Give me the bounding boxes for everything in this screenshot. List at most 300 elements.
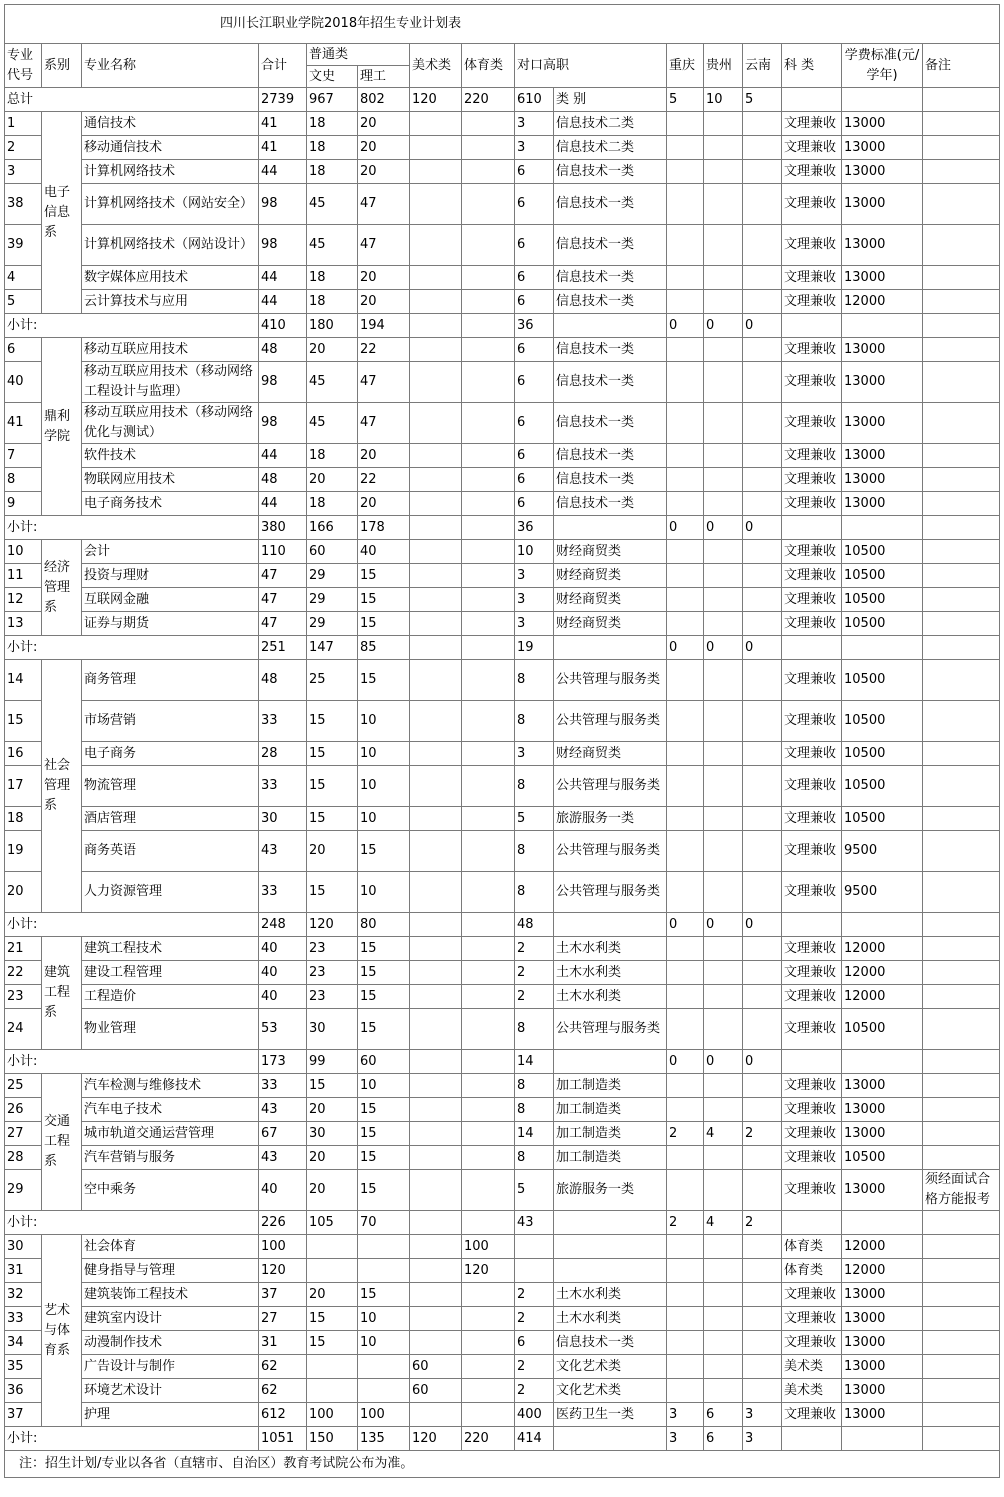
ligong-count: 22 (358, 338, 410, 362)
wenshi-count: 20 (307, 338, 358, 362)
sports-count (462, 588, 515, 612)
wenshi-count: 45 (307, 362, 358, 403)
wenshi-count: 15 (307, 1074, 358, 1098)
vocational-category: 信息技术一类 (554, 362, 667, 403)
ligong-count: 15 (358, 564, 410, 588)
tuition-fee: 12000 (842, 937, 923, 961)
remark (923, 1009, 1000, 1050)
art-count (410, 468, 462, 492)
vocational-category: 信息技术一类 (554, 468, 667, 492)
table-row (5, 136, 1000, 160)
guizhou-count (704, 444, 743, 468)
chongqing-count (667, 403, 704, 444)
vocational-count: 6 (515, 160, 554, 184)
major-code: 33 (5, 1307, 42, 1331)
art-count (410, 701, 462, 742)
total-count: 110 (259, 540, 307, 564)
wenshi-count: 30 (307, 1122, 358, 1146)
table-row (5, 492, 1000, 516)
major-code: 32 (5, 1283, 42, 1307)
subtotal-guizhou: 0 (704, 314, 743, 338)
yunnan-count (743, 1355, 782, 1379)
art-count (410, 225, 462, 266)
major-name: 空中乘务 (82, 1170, 259, 1211)
header-tuition: 学费标准(元/学年) (842, 44, 923, 88)
vocational-category: 信息技术一类 (554, 266, 667, 290)
subject-type: 文理兼收 (782, 362, 842, 403)
vocational-category: 财经商贸类 (554, 540, 667, 564)
major-code: 23 (5, 985, 42, 1009)
header-sports: 体育类 (462, 44, 515, 88)
header-ligong: 理工 (358, 66, 410, 88)
major-name: 城市轨道交通运营管理 (82, 1122, 259, 1146)
subject-type: 文理兼收 (782, 225, 842, 266)
wenshi-count: 20 (307, 468, 358, 492)
subject-type: 文理兼收 (782, 1009, 842, 1050)
subtotal-yunnan: 0 (743, 516, 782, 540)
table-row (5, 112, 1000, 136)
guizhou-count (704, 338, 743, 362)
subtotal-empty (842, 1427, 923, 1451)
wenshi-count: 23 (307, 961, 358, 985)
subtotal-chongqing: 0 (667, 1050, 704, 1074)
subtotal-vocational: 36 (515, 516, 554, 540)
table-row (5, 985, 1000, 1009)
subtotal-art (410, 913, 462, 937)
yunnan-count (743, 1307, 782, 1331)
tuition-fee: 13000 (842, 1283, 923, 1307)
tuition-fee: 13000 (842, 1170, 923, 1211)
major-code: 21 (5, 937, 42, 961)
art-count (410, 362, 462, 403)
yunnan-count (743, 872, 782, 913)
major-name: 酒店管理 (82, 807, 259, 831)
art-count (410, 612, 462, 636)
chongqing-count (667, 1259, 704, 1283)
chongqing-count (667, 1355, 704, 1379)
subtotal-wenshi: 120 (307, 913, 358, 937)
ligong-count: 10 (358, 1074, 410, 1098)
yunnan-count (743, 985, 782, 1009)
vocational-category: 公共管理与服务类 (554, 660, 667, 701)
subtotal-label: 小计: (5, 1427, 259, 1451)
major-code: 34 (5, 1331, 42, 1355)
sports-count (462, 492, 515, 516)
subject-type: 文理兼收 (782, 1307, 842, 1331)
guizhou-count (704, 290, 743, 314)
table-row (5, 1098, 1000, 1122)
vocational-count: 2 (515, 1355, 554, 1379)
tuition-fee: 13000 (842, 444, 923, 468)
tuition-fee: 13000 (842, 362, 923, 403)
chongqing-count (667, 492, 704, 516)
guizhou-count (704, 588, 743, 612)
subtotal-label: 小计: (5, 314, 259, 338)
art-count (410, 1170, 462, 1211)
subject-type: 文理兼收 (782, 492, 842, 516)
vocational-count: 6 (515, 444, 554, 468)
subject-type: 美术类 (782, 1379, 842, 1403)
ligong-count: 15 (358, 1283, 410, 1307)
yunnan-count (743, 1235, 782, 1259)
guizhou-count: 6 (704, 1403, 743, 1427)
sports-count (462, 807, 515, 831)
subtotal-row (5, 1211, 1000, 1235)
remark (923, 160, 1000, 184)
vocational-count: 3 (515, 112, 554, 136)
sports-count (462, 1009, 515, 1050)
major-code: 29 (5, 1170, 42, 1211)
subtotal-label: 小计: (5, 913, 259, 937)
ligong-count: 20 (358, 290, 410, 314)
ligong-count (358, 1355, 410, 1379)
vocational-count: 8 (515, 1146, 554, 1170)
major-code: 24 (5, 1009, 42, 1050)
vocational-count: 2 (515, 985, 554, 1009)
table-row (5, 1355, 1000, 1379)
major-code: 6 (5, 338, 42, 362)
vocational-category: 信息技术一类 (554, 492, 667, 516)
table-row (5, 961, 1000, 985)
major-code: 35 (5, 1355, 42, 1379)
art-count (410, 564, 462, 588)
vocational-category: 土木水利类 (554, 1283, 667, 1307)
subtotal-ligong: 178 (358, 516, 410, 540)
subject-type: 文理兼收 (782, 1122, 842, 1146)
subtotal-total: 410 (259, 314, 307, 338)
yunnan-count (743, 1146, 782, 1170)
sports-count (462, 160, 515, 184)
chongqing-count (667, 1009, 704, 1050)
chongqing-count (667, 961, 704, 985)
art-count (410, 766, 462, 807)
yunnan-count (743, 112, 782, 136)
major-name: 通信技术 (82, 112, 259, 136)
table-row (5, 701, 1000, 742)
guizhou-count (704, 160, 743, 184)
wenshi-count (307, 1379, 358, 1403)
tuition-fee: 13000 (842, 1331, 923, 1355)
ligong-count: 47 (358, 184, 410, 225)
summary-guizhou: 10 (704, 88, 743, 112)
vocational-category: 加工制造类 (554, 1098, 667, 1122)
sports-count: 100 (462, 1235, 515, 1259)
enrollment-plan-document (4, 4, 1000, 1478)
vocational-category: 信息技术一类 (554, 290, 667, 314)
major-code: 1 (5, 112, 42, 136)
yunnan-count (743, 1379, 782, 1403)
sports-count (462, 444, 515, 468)
art-count (410, 1307, 462, 1331)
header-general: 普通类 (307, 44, 410, 66)
subject-type: 文理兼收 (782, 444, 842, 468)
summary-sports: 220 (462, 88, 515, 112)
chongqing-count (667, 362, 704, 403)
major-name: 会计 (82, 540, 259, 564)
major-code: 25 (5, 1074, 42, 1098)
subtotal-vocational: 36 (515, 314, 554, 338)
chongqing-count (667, 540, 704, 564)
major-code: 18 (5, 807, 42, 831)
major-name: 建筑室内设计 (82, 1307, 259, 1331)
total-count: 612 (259, 1403, 307, 1427)
subtotal-label: 小计: (5, 1050, 259, 1074)
guizhou-count (704, 1307, 743, 1331)
summary-total: 2739 (259, 88, 307, 112)
ligong-count: 47 (358, 225, 410, 266)
yunnan-count: 3 (743, 1403, 782, 1427)
tuition-fee: 9500 (842, 872, 923, 913)
table-row (5, 1403, 1000, 1427)
subtotal-sports (462, 516, 515, 540)
department-name: 电子信息系 (42, 112, 82, 314)
total-count: 44 (259, 290, 307, 314)
wenshi-count: 15 (307, 872, 358, 913)
remark (923, 1235, 1000, 1259)
vocational-category: 财经商贸类 (554, 612, 667, 636)
art-count (410, 266, 462, 290)
tuition-fee: 10500 (842, 540, 923, 564)
subtotal-yunnan: 3 (743, 1427, 782, 1451)
vocational-count: 8 (515, 660, 554, 701)
vocational-count: 2 (515, 1307, 554, 1331)
ligong-count: 15 (358, 937, 410, 961)
sports-count (462, 290, 515, 314)
sports-count (462, 564, 515, 588)
subtotal-chongqing: 0 (667, 636, 704, 660)
total-count: 98 (259, 362, 307, 403)
subject-type: 文理兼收 (782, 807, 842, 831)
wenshi-count: 15 (307, 1307, 358, 1331)
tuition-fee: 10500 (842, 1146, 923, 1170)
yunnan-count (743, 290, 782, 314)
chongqing-count (667, 1098, 704, 1122)
art-count (410, 1403, 462, 1427)
subject-type: 文理兼收 (782, 1170, 842, 1211)
remark (923, 807, 1000, 831)
subtotal-chongqing: 0 (667, 314, 704, 338)
subject-type: 文理兼收 (782, 184, 842, 225)
ligong-count: 10 (358, 1307, 410, 1331)
guizhou-count (704, 492, 743, 516)
major-name: 商务英语 (82, 831, 259, 872)
art-count (410, 1098, 462, 1122)
vocational-count: 6 (515, 403, 554, 444)
major-name: 移动通信技术 (82, 136, 259, 160)
table-row (5, 1146, 1000, 1170)
table-row (5, 588, 1000, 612)
vocational-count: 10 (515, 540, 554, 564)
subtotal-art (410, 314, 462, 338)
header-code: 专业代号 (5, 44, 42, 88)
tuition-fee: 10500 (842, 660, 923, 701)
guizhou-count (704, 1379, 743, 1403)
wenshi-count: 30 (307, 1009, 358, 1050)
wenshi-count: 100 (307, 1403, 358, 1427)
total-count: 98 (259, 225, 307, 266)
vocational-category: 旅游服务一类 (554, 807, 667, 831)
sports-count (462, 1307, 515, 1331)
remark (923, 444, 1000, 468)
remark (923, 1098, 1000, 1122)
ligong-count: 15 (358, 1170, 410, 1211)
subject-type: 文理兼收 (782, 112, 842, 136)
sports-count (462, 136, 515, 160)
subtotal-row (5, 314, 1000, 338)
subtotal-empty (554, 516, 667, 540)
sports-count (462, 831, 515, 872)
subtotal-wenshi: 166 (307, 516, 358, 540)
art-count (410, 184, 462, 225)
major-code: 27 (5, 1122, 42, 1146)
art-count (410, 1146, 462, 1170)
header-chongqing: 重庆 (667, 44, 704, 88)
sports-count (462, 742, 515, 766)
art-count (410, 1259, 462, 1283)
major-name: 计算机网络技术（网站设计） (82, 225, 259, 266)
subtotal-wenshi: 99 (307, 1050, 358, 1074)
major-name: 汽车电子技术 (82, 1098, 259, 1122)
wenshi-count: 15 (307, 1331, 358, 1355)
total-count: 40 (259, 961, 307, 985)
subtotal-guizhou: 0 (704, 1050, 743, 1074)
ligong-count: 20 (358, 112, 410, 136)
subtotal-empty (842, 1211, 923, 1235)
guizhou-count (704, 1170, 743, 1211)
guizhou-count (704, 1355, 743, 1379)
tuition-fee: 13000 (842, 403, 923, 444)
guizhou-count (704, 742, 743, 766)
yunnan-count (743, 742, 782, 766)
department-name: 鼎利学院 (42, 338, 82, 516)
subtotal-sports (462, 636, 515, 660)
yunnan-count (743, 807, 782, 831)
art-count (410, 112, 462, 136)
subtotal-ligong: 60 (358, 1050, 410, 1074)
chongqing-count (667, 807, 704, 831)
wenshi-count: 45 (307, 184, 358, 225)
subtotal-ligong: 70 (358, 1211, 410, 1235)
wenshi-count: 60 (307, 540, 358, 564)
major-code: 9 (5, 492, 42, 516)
art-count (410, 290, 462, 314)
vocational-count: 3 (515, 742, 554, 766)
table-row (5, 338, 1000, 362)
tuition-fee: 12000 (842, 1259, 923, 1283)
major-code: 22 (5, 961, 42, 985)
chongqing-count: 2 (667, 1122, 704, 1146)
remark (923, 362, 1000, 403)
ligong-count: 15 (358, 660, 410, 701)
yunnan-count (743, 403, 782, 444)
subtotal-yunnan: 0 (743, 314, 782, 338)
vocational-category: 财经商贸类 (554, 742, 667, 766)
subject-type: 文理兼收 (782, 403, 842, 444)
guizhou-count (704, 1331, 743, 1355)
sports-count (462, 766, 515, 807)
subtotal-empty (923, 314, 1000, 338)
yunnan-count (743, 1283, 782, 1307)
art-count (410, 444, 462, 468)
subtotal-empty (782, 516, 842, 540)
table-row (5, 766, 1000, 807)
wenshi-count: 29 (307, 612, 358, 636)
vocational-count: 5 (515, 1170, 554, 1211)
table-row (5, 1307, 1000, 1331)
subject-type: 文理兼收 (782, 766, 842, 807)
subtotal-art (410, 1050, 462, 1074)
ligong-count: 10 (358, 766, 410, 807)
vocational-count: 3 (515, 612, 554, 636)
summary-yunnan: 5 (743, 88, 782, 112)
major-name: 数字媒体应用技术 (82, 266, 259, 290)
yunnan-count (743, 766, 782, 807)
total-count: 40 (259, 937, 307, 961)
major-name: 软件技术 (82, 444, 259, 468)
vocational-count: 6 (515, 1331, 554, 1355)
tuition-fee: 13000 (842, 1307, 923, 1331)
ligong-count (358, 1235, 410, 1259)
guizhou-count (704, 403, 743, 444)
tuition-fee: 13000 (842, 136, 923, 160)
sports-count: 120 (462, 1259, 515, 1283)
total-count: 43 (259, 1098, 307, 1122)
subtotal-vocational: 48 (515, 913, 554, 937)
summary-wenshi: 967 (307, 88, 358, 112)
total-count: 37 (259, 1283, 307, 1307)
wenshi-count: 20 (307, 831, 358, 872)
table-row (5, 937, 1000, 961)
art-count (410, 160, 462, 184)
ligong-count (358, 1379, 410, 1403)
chongqing-count (667, 1235, 704, 1259)
summary-row (5, 88, 1000, 112)
header-vocational: 对口高职 (515, 44, 667, 88)
summary-ligong: 802 (358, 88, 410, 112)
vocational-count: 8 (515, 831, 554, 872)
major-code: 17 (5, 766, 42, 807)
vocational-category: 文化艺术类 (554, 1355, 667, 1379)
guizhou-count (704, 660, 743, 701)
yunnan-count (743, 444, 782, 468)
chongqing-count (667, 160, 704, 184)
wenshi-count: 18 (307, 290, 358, 314)
major-name: 互联网金融 (82, 588, 259, 612)
subtotal-guizhou: 6 (704, 1427, 743, 1451)
guizhou-count (704, 701, 743, 742)
subtotal-total: 173 (259, 1050, 307, 1074)
subtotal-chongqing: 0 (667, 913, 704, 937)
sports-count (462, 1146, 515, 1170)
tuition-fee: 13000 (842, 225, 923, 266)
subject-type: 文理兼收 (782, 961, 842, 985)
wenshi-count: 45 (307, 225, 358, 266)
remark (923, 831, 1000, 872)
summary-art: 120 (410, 88, 462, 112)
tuition-fee: 13000 (842, 1098, 923, 1122)
major-code: 3 (5, 160, 42, 184)
wenshi-count: 20 (307, 1283, 358, 1307)
subtotal-empty (923, 913, 1000, 937)
subtotal-sports (462, 913, 515, 937)
art-count (410, 961, 462, 985)
subject-type: 文理兼收 (782, 338, 842, 362)
note-row (5, 1451, 1000, 1478)
subtotal-total: 380 (259, 516, 307, 540)
guizhou-count (704, 184, 743, 225)
major-code: 10 (5, 540, 42, 564)
vocational-count: 3 (515, 588, 554, 612)
